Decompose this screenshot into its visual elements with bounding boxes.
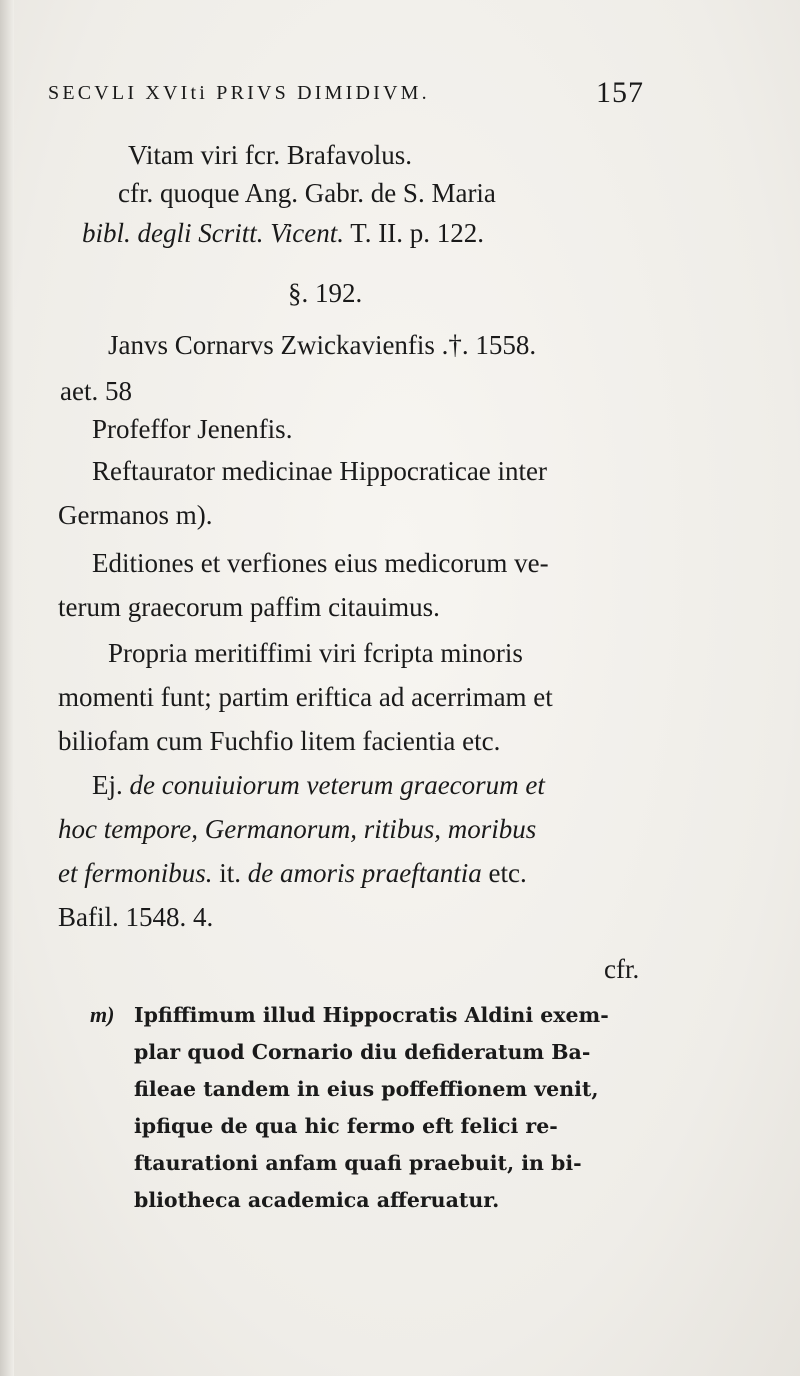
intro-line-3 — [82, 218, 484, 249]
paragraph-4-line-3-mid: it. — [219, 858, 242, 888]
paragraph-4-line-3-italic-2: de amoris praeftantia — [247, 858, 482, 888]
paragraph-3-line-3: biliofam cum Fuchfio litem facientia etc. — [58, 726, 501, 756]
footnote-line-4: ipfique de qua hic fermo eft felici re- — [134, 1114, 558, 1138]
paragraph-3-line-2: momenti funt; partim eriftica ad acerrimam et — [58, 682, 553, 712]
paragraph-4-line-3-italic: et fermonibus. — [58, 858, 213, 888]
paragraph-3-line-1: Propria meritiffimi viri fcripta minoris — [108, 638, 523, 668]
paragraph-4-line-3-end: etc. — [488, 858, 527, 888]
page-gutter-shadow — [0, 0, 14, 1376]
paragraph-4-line-2 — [58, 814, 536, 845]
footnote-line-1: Ipfiffimum illud Hippocratis Aldini exem- — [134, 1003, 609, 1027]
paragraph-4-line-3 — [58, 858, 527, 889]
paragraph-2-line-2: terum graecorum paffim citauimus. — [58, 592, 440, 622]
intro-line-1: Vitam viri fcr. Brafavolus. — [128, 140, 413, 170]
entry-title: Profeffor Jenenfis. — [92, 414, 293, 444]
intro-line-2: cfr. quoque Ang. Gabr. de S. Maria — [118, 178, 496, 208]
page-number: 157 — [596, 76, 644, 109]
footnote-line-6: bliotheca academica afferuatur. — [134, 1188, 500, 1212]
running-title: SECVLI XVIti PRIVS DIMIDIVM. — [48, 82, 430, 104]
catchword: cfr. — [604, 954, 640, 984]
running-head — [48, 76, 648, 109]
paragraph-4-lead: Ej. — [92, 770, 123, 800]
footnote-label: m) — [90, 1002, 115, 1027]
intro-line-3-italic: bibl. degli Scritt. Vicent. — [82, 218, 344, 248]
paragraph-4-line-1-italic: de conuiuiorum veterum graecorum et — [129, 770, 545, 800]
footnote-line-3: fileae tandem in eius poffeffionem venit, — [134, 1077, 599, 1101]
paragraph-1-line-2: Germanos m). — [58, 500, 213, 530]
section-mark: §. 192. — [288, 278, 363, 308]
footnote-line-5: ftaurationi anfam quafi praebuit, in bi- — [134, 1151, 582, 1175]
footnote-line-2: plar quod Cornario diu defideratum Ba- — [134, 1040, 591, 1064]
paragraph-1-line-1: Reftaurator medicinae Hippocraticae inter — [92, 456, 548, 486]
paragraph-2-line-1: Editiones et verfiones eius medicorum ve- — [92, 548, 549, 578]
paragraph-4-line-1 — [92, 770, 545, 801]
paragraph-4-line-2-italic: hoc tempore, Germanorum, ritibus, moribus — [58, 814, 537, 844]
paragraph-4-line-4: Bafil. 1548. 4. — [58, 902, 214, 932]
entry-age: aet. 58 — [60, 376, 132, 406]
intro-line-3-rest: T. II. p. 122. — [350, 218, 484, 248]
entry-name-line: Janvs Cornarvs Zwickavienfis .†. 1558. — [108, 330, 537, 360]
